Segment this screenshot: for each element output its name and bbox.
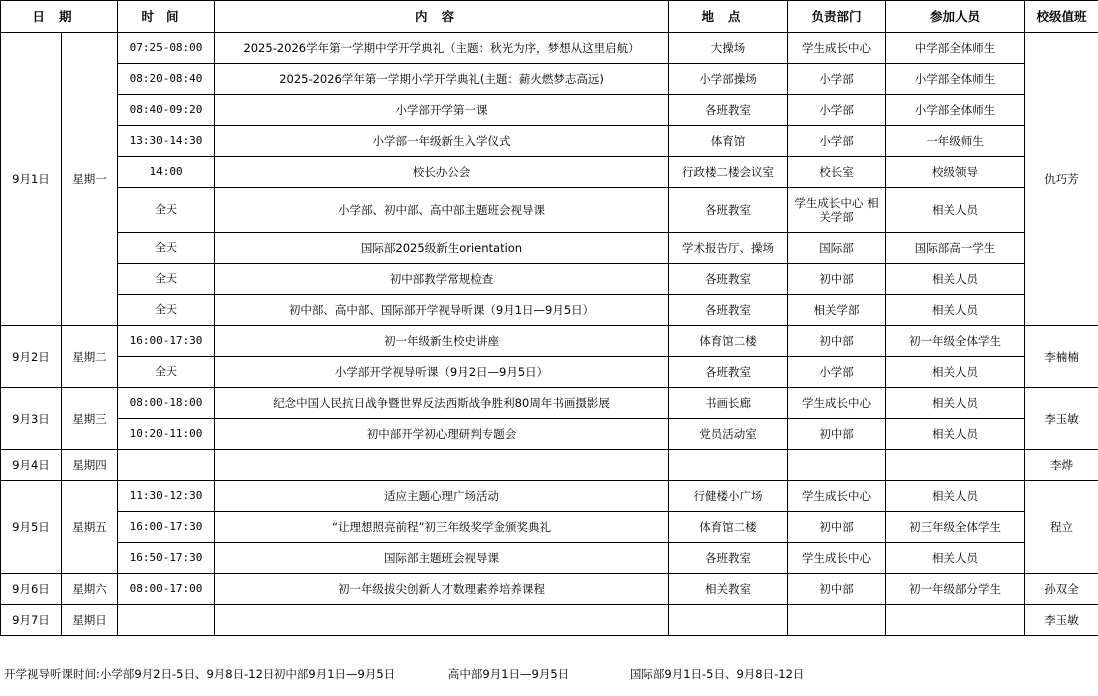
header-content: 内容 [215,1,669,33]
event-time: 全天 [118,357,215,388]
schedule-row [1,157,1098,188]
footer-note [4,666,804,682]
schedule-row [1,233,1098,264]
day-weekday: 星期五 [62,481,118,574]
schedule-row [1,188,1098,233]
event-dept: 小学部 [788,357,886,388]
schedule-body [1,33,1098,636]
event-time: 08:00-17:00 [118,574,215,605]
day-date: 9月6日 [1,574,62,605]
schedule-row [1,450,1098,481]
event-content: 2025-2026学年第一学期中学开学典礼（主题：秋光为序，梦想从这里启航） [215,33,669,64]
event-people: 相关人员 [886,419,1025,450]
event-dept: 相关学部 [788,295,886,326]
event-time [118,605,215,636]
event-content: 初中部、高中部、国际部开学视导听课（9月1日—9月5日） [215,295,669,326]
day-duty: 程立 [1025,481,1098,574]
header-place: 地点 [669,1,788,33]
day-weekday: 星期二 [62,326,118,388]
event-time: 16:00-17:30 [118,512,215,543]
event-time [118,450,215,481]
event-dept: 学生成长中心 [788,33,886,64]
day-date: 9月4日 [1,450,62,481]
day-duty: 李玉敏 [1025,388,1098,450]
day-date: 9月3日 [1,388,62,450]
event-time: 全天 [118,188,215,233]
event-place: 各班教室 [669,264,788,295]
event-people: 初一年级全体学生 [886,326,1025,357]
day-date: 9月1日 [1,33,62,326]
event-place: 体育馆 [669,126,788,157]
event-time: 14:00 [118,157,215,188]
day-weekday: 星期日 [62,605,118,636]
event-dept: 小学部 [788,64,886,95]
event-people: 相关人员 [886,481,1025,512]
event-time: 全天 [118,233,215,264]
footer-junior: 初中部9月1日—9月5日 [273,667,396,681]
event-time: 11:30-12:30 [118,481,215,512]
schedule-row [1,419,1098,450]
schedule-row [1,388,1098,419]
event-content: 校长办公会 [215,157,669,188]
event-place: 各班教室 [669,188,788,233]
schedule-row [1,326,1098,357]
schedule-row [1,264,1098,295]
schedule-row [1,95,1098,126]
event-people: 相关人员 [886,388,1025,419]
event-time: 10:20-11:00 [118,419,215,450]
schedule-row [1,295,1098,326]
event-time: 07:25-08:00 [118,33,215,64]
event-place: 行健楼小广场 [669,481,788,512]
event-dept: 初中部 [788,512,886,543]
event-people: 相关人员 [886,264,1025,295]
event-people: 小学部全体师生 [886,95,1025,126]
day-duty: 仇巧芳 [1025,33,1098,326]
event-content: 初中部开学初心理研判专题会 [215,419,669,450]
event-people: 相关人员 [886,543,1025,574]
header-row [1,1,1098,33]
event-place: 各班教室 [669,295,788,326]
day-date: 9月2日 [1,326,62,388]
event-content: 国际部2025级新生orientation [215,233,669,264]
event-content: 2025-2026学年第一学期小学开学典礼(主题：薪火燃梦志高远) [215,64,669,95]
event-time: 08:20-08:40 [118,64,215,95]
day-date: 9月5日 [1,481,62,574]
day-duty: 孙双全 [1025,574,1098,605]
event-dept: 初中部 [788,264,886,295]
event-time: 08:40-09:20 [118,95,215,126]
event-content: 小学部、初中部、高中部主题班会视导课 [215,188,669,233]
event-dept: 学生成长中心 相关学部 [788,188,886,233]
day-date: 9月7日 [1,605,62,636]
header-dept: 负责部门 [788,1,886,33]
event-place: 各班教室 [669,357,788,388]
event-people [886,605,1025,636]
event-place: 行政楼二楼会议室 [669,157,788,188]
event-dept: 学生成长中心 [788,388,886,419]
event-dept: 学生成长中心 [788,543,886,574]
header-people: 参加人员 [886,1,1025,33]
event-people: 小学部全体师生 [886,64,1025,95]
event-content: 国际部主题班会视导课 [215,543,669,574]
event-time: 16:00-17:30 [118,326,215,357]
schedule-row [1,357,1098,388]
schedule-row [1,481,1098,512]
event-place [669,450,788,481]
day-weekday: 星期四 [62,450,118,481]
day-weekday: 星期六 [62,574,118,605]
event-content: 适应主题心理广场活动 [215,481,669,512]
event-dept: 校长室 [788,157,886,188]
day-duty: 李烨 [1025,450,1098,481]
event-content [215,450,669,481]
schedule-row [1,126,1098,157]
event-dept: 初中部 [788,419,886,450]
event-dept: 小学部 [788,95,886,126]
event-content: 纪念中国人民抗日战争暨世界反法西斯战争胜利80周年书画摄影展 [215,388,669,419]
event-content: 初中部教学常规检查 [215,264,669,295]
event-people [886,450,1025,481]
event-time: 16:50-17:30 [118,543,215,574]
event-people: 相关人员 [886,357,1025,388]
event-dept: 初中部 [788,326,886,357]
event-place: 体育馆二楼 [669,326,788,357]
header-date: 日期 [1,1,118,33]
schedule-row [1,512,1098,543]
event-people: 相关人员 [886,295,1025,326]
event-time: 全天 [118,295,215,326]
schedule-row [1,33,1098,64]
event-content: 小学部开学第一课 [215,95,669,126]
event-content: “让理想照亮前程”初三年级奖学金颁奖典礼 [215,512,669,543]
event-content: 初一年级拔尖创新人才数理素养培养课程 [215,574,669,605]
event-place: 大操场 [669,33,788,64]
event-place: 相关教室 [669,574,788,605]
footer-label: 开学视导听课时间: [4,667,100,681]
schedule-row [1,574,1098,605]
event-dept [788,450,886,481]
event-time: 13:30-14:30 [118,126,215,157]
event-dept: 小学部 [788,126,886,157]
event-place: 书画长廊 [669,388,788,419]
footer-primary: 小学部9月2日-5日、9月8日-12日 [99,667,275,681]
event-dept: 学生成长中心 [788,481,886,512]
event-time: 全天 [118,264,215,295]
event-place: 学术报告厅、操场 [669,233,788,264]
day-duty: 李楠楠 [1025,326,1098,388]
day-duty: 李玉敏 [1025,605,1098,636]
event-people: 相关人员 [886,188,1025,233]
header-time: 时间 [118,1,215,33]
event-dept: 初中部 [788,574,886,605]
day-weekday: 星期三 [62,388,118,450]
event-place: 小学部操场 [669,64,788,95]
schedule-row [1,543,1098,574]
event-place: 党员活动室 [669,419,788,450]
event-place [669,605,788,636]
event-content [215,605,669,636]
event-dept [788,605,886,636]
day-weekday: 星期一 [62,33,118,326]
event-place: 体育馆二楼 [669,512,788,543]
event-place: 各班教室 [669,95,788,126]
event-dept: 国际部 [788,233,886,264]
event-place: 各班教室 [669,543,788,574]
event-people: 校级领导 [886,157,1025,188]
event-people: 中学部全体师生 [886,33,1025,64]
event-content: 小学部一年级新生入学仪式 [215,126,669,157]
event-content: 小学部开学视导听课（9月2日—9月5日） [215,357,669,388]
schedule-row [1,64,1098,95]
event-content: 初一年级新生校史讲座 [215,326,669,357]
footer-senior: 高中部9月1日—9月5日 [447,667,570,681]
event-people: 初一年级部分学生 [886,574,1025,605]
footer-international: 国际部9月1日-5日、9月8日-12日 [629,667,805,681]
header-duty: 校级值班 [1025,1,1098,33]
event-time: 08:00-18:00 [118,388,215,419]
schedule-row [1,605,1098,636]
event-people: 初三年级全体学生 [886,512,1025,543]
event-people: 国际部高一学生 [886,233,1025,264]
event-people: 一年级师生 [886,126,1025,157]
